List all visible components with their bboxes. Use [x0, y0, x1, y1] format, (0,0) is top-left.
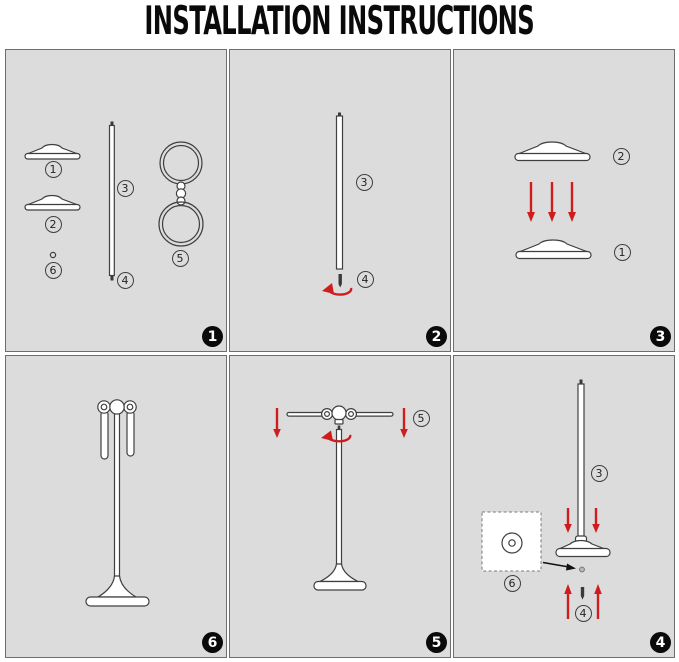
washer-detail-box [482, 512, 541, 571]
screw-into-pole-drawing [230, 50, 452, 353]
rings-onto-pole-drawing [230, 356, 452, 659]
screw-drawing [339, 274, 342, 288]
panel-step-2 [229, 49, 451, 352]
part-label-4: 4 [575, 605, 592, 622]
screw-head-drawing [50, 252, 55, 257]
part-label-6: 6 [504, 575, 521, 592]
part-label-3: 3 [356, 174, 373, 191]
pole-to-base-drawing [454, 356, 676, 659]
part-label-4: 4 [117, 272, 134, 289]
down-arrows-icon [527, 182, 576, 222]
part-label-1: 1 [45, 161, 62, 178]
part-label-5: 5 [172, 250, 189, 267]
part-label-4: 4 [357, 271, 374, 288]
screw-drawing [581, 587, 584, 600]
double-rings-drawing [159, 142, 203, 246]
page-title [0, 0, 679, 44]
base-drawing [86, 576, 149, 606]
step-badge-2: 2 [426, 326, 447, 347]
page-title-text: INSTALLATION INSTRUCTIONS [144, 0, 535, 44]
pole-drawing [578, 380, 584, 538]
part-label-6: 6 [45, 262, 62, 279]
panel-step-6 [5, 355, 227, 658]
panel-step-5 [229, 355, 451, 658]
pointer-arrow-icon [543, 563, 576, 571]
pole-drawing [110, 122, 115, 281]
part-label-2: 2 [45, 216, 62, 233]
rotate-arrow-icon [322, 283, 351, 295]
part-label-3: 3 [117, 180, 134, 197]
part-label-1: 1 [614, 244, 631, 261]
base-plate-2-drawing [25, 196, 80, 211]
base-plate-2-drawing [515, 142, 590, 161]
part-label-5: 5 [413, 410, 430, 427]
washer-drawing [580, 567, 585, 572]
rings-edge-on-drawing [287, 406, 393, 424]
parts-overview-drawing [6, 50, 228, 353]
base-plate-1-drawing [516, 240, 591, 259]
rotate-arrow-icon [321, 431, 350, 442]
base-assembly-drawing [556, 536, 610, 557]
part-label-2: 2 [613, 148, 630, 165]
base-plate-1-drawing [25, 145, 80, 160]
part-label-3: 3 [591, 465, 608, 482]
finial-ball-drawing [110, 400, 124, 414]
step-badge-5: 5 [426, 632, 447, 653]
panel-step-3 [453, 49, 675, 352]
step-badge-1: 1 [202, 326, 223, 347]
assembled-stand-drawing [6, 356, 228, 659]
panel-step-1 [5, 49, 227, 352]
pole-drawing [337, 113, 343, 270]
step-badge-4: 4 [650, 632, 671, 653]
pole-with-base-drawing [314, 426, 366, 591]
step-badge-6: 6 [202, 632, 223, 653]
stack-plates-drawing [454, 50, 676, 353]
step-badge-3: 3 [650, 326, 671, 347]
panel-step-4 [453, 355, 675, 658]
pole-drawing [115, 414, 120, 582]
